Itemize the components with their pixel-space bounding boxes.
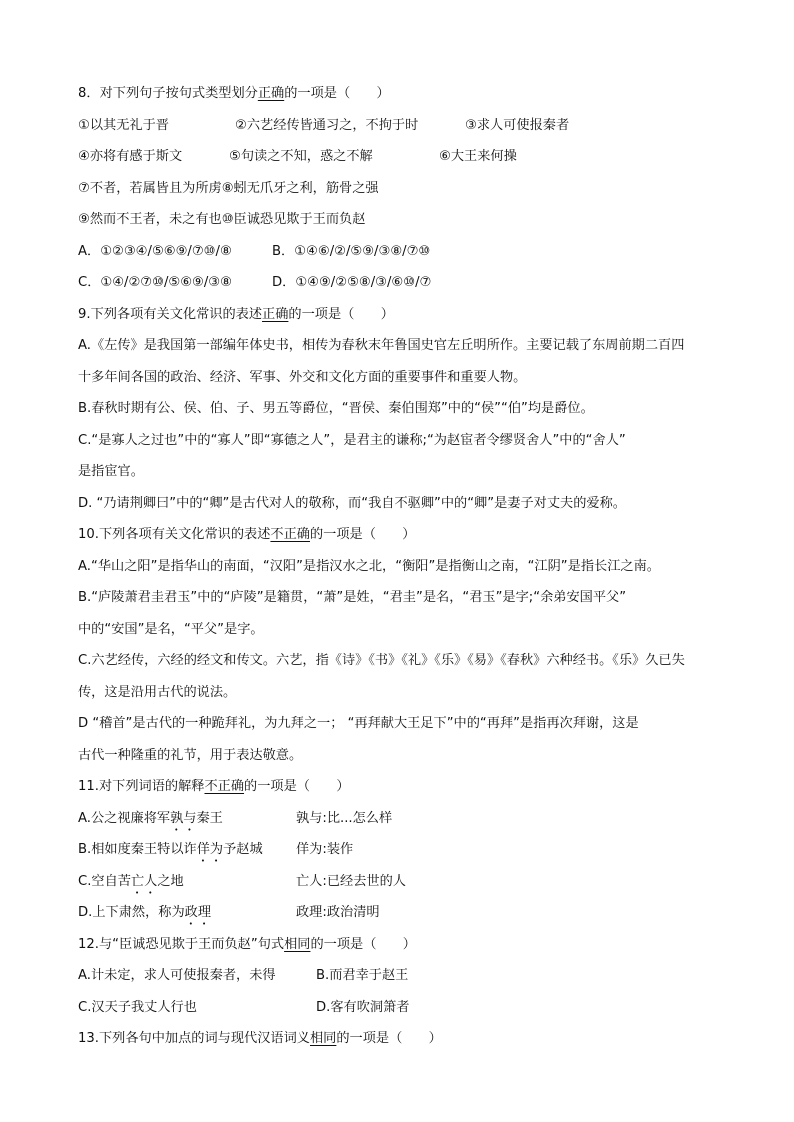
- q8-stem-keyword: 正确: [257, 86, 285, 101]
- q11-stem: [78, 771, 728, 803]
- q8-sentence-6: ⑥大王来何操: [439, 149, 517, 164]
- q8-sentence-5: ⑤句读之不知，惑之不解: [229, 149, 373, 164]
- q9-option-c-line-1: C.“是寡人之过也”中的“寡人”即“寡德之人”，是君主的谦称;“为赵宦者令缪贤舍人”中的“舍人”: [78, 432, 626, 448]
- q8-sentences-row-3: [78, 173, 728, 205]
- q8-sentences-row-1: [78, 110, 728, 142]
- q11-c-dotted-word: 亡人: [130, 873, 158, 889]
- q11-option-a[interactable]: [78, 803, 728, 835]
- q10-stem-text: 10.下列各项有关文化常识的表述: [78, 527, 271, 542]
- q12-options-row-2: [78, 992, 728, 1024]
- q9-option-d[interactable]: D. “乃请荆卿曰”中的“卿”是古代对人的敬称，而“我自不驱卿”中的“卿”是妻子对丈夫的爱称。: [78, 495, 626, 511]
- q9-option-c-line-2: 是指宦官。: [78, 464, 144, 479]
- q11-a-explanation: 孰与:比...怎么样: [296, 810, 393, 826]
- q11-stem-answer-blank: 的一项是（ ）: [244, 779, 350, 794]
- q9-option-a-line-2: 十多年间各国的政治、经济、军事、外交和文化方面的重要事件和重要人物。: [78, 369, 527, 385]
- q10-stem-answer-blank: 的一项是（ ）: [309, 527, 416, 542]
- q8-option-a[interactable]: A．①②③④/⑤⑥⑨/⑦⑩/⑧: [78, 243, 232, 259]
- q8-sentence-4: ④亦将有感于斯文: [78, 149, 183, 164]
- q11-d-explanation: 政理:政治清明: [296, 905, 380, 920]
- q8-sentence-8: ⑧蚓无爪牙之利，筋骨之强: [221, 180, 379, 196]
- q11-b-sentence-end: 予赵城: [223, 842, 263, 857]
- q8-sentence-10: ⑩臣诚恐见欺于王而负赵: [221, 212, 366, 227]
- q8-sentence-7: ⑦不者，若属皆且为所虏: [78, 180, 222, 196]
- q10-stem: [78, 519, 728, 551]
- q11-option-b[interactable]: [78, 834, 728, 866]
- q10-stem-keyword: 不正确: [270, 527, 310, 542]
- q8-sentences-row-4: [78, 204, 728, 236]
- q10-option-d[interactable]: [78, 708, 728, 771]
- q11-b-explanation: 佯为:装作: [296, 842, 354, 857]
- q13-stem: [78, 1023, 728, 1055]
- q11-c-sentence-end: 之地: [157, 873, 184, 889]
- q11-d-dotted-word: 政理: [184, 905, 212, 920]
- q8-stem-answer-blank: 的一项是（ ）: [284, 86, 390, 101]
- q13-stem-text: 13.下列各句中加点的词与现代汉语词义: [78, 1031, 310, 1046]
- q12-stem: [78, 929, 728, 961]
- q10-option-a[interactable]: A.“华山之阳”是指华山的南面，“汉阳”是指汉水之北，“衡阳”是指衡山之南，“江阴”是指长江之南。: [78, 558, 660, 574]
- q12-stem-text: 12.与“臣诚恐见欺于王而负赵”句式: [78, 936, 285, 952]
- q8-sentences-row-2: [78, 141, 728, 173]
- q11-option-d[interactable]: [78, 897, 728, 929]
- q9-stem-answer-blank: 的一项是（ ）: [288, 306, 394, 322]
- q12-option-c[interactable]: C.汉天子我丈人行也: [78, 999, 197, 1015]
- q11-c-explanation: 亡人:已经去世的人: [296, 873, 406, 889]
- q8-sentence-2: ②六艺经传皆通习之，不拘于时: [235, 117, 419, 133]
- q12-stem-keyword: 相同: [284, 936, 311, 952]
- q11-c-sentence: C.空自苦: [78, 873, 131, 889]
- q10-option-b-line-1: B.“庐陵萧君圭君玉”中的“庐陵”是籍贯，“萧”是姓，“君圭”是名，“君玉”是字;“余弟安国平父”: [78, 590, 627, 605]
- q8-stem: [78, 78, 728, 110]
- q8-option-c[interactable]: C．①④/②⑦⑩/⑤⑥⑨/③⑧: [78, 275, 232, 290]
- q9-stem: [78, 299, 728, 331]
- q13-stem-answer-blank: 的一项是（ ）: [336, 1031, 442, 1046]
- q10-option-d-line-2: 古代一种隆重的礼节，用于表达敬意。: [78, 747, 303, 763]
- q11-d-sentence: D.上下肃然，称为: [78, 905, 185, 920]
- q11-b-sentence: B.相如度秦王特以诈: [78, 842, 197, 857]
- q8-stem-text: 8．对下列句子按句式类型划分: [78, 86, 258, 101]
- q11-b-dotted-word: 佯为: [196, 842, 224, 857]
- q12-option-a[interactable]: A.计未定，求人可使报秦者，未得: [78, 968, 276, 983]
- q8-options-row-2: [78, 267, 728, 299]
- q11-a-sentence-end: 秦王: [196, 810, 223, 826]
- q9-option-a-line-1: A.《左传》是我国第一部编年体史书，相传为春秋末年鲁国史官左丘明所作。主要记载了东周前期二百四: [78, 338, 685, 353]
- q12-option-d[interactable]: D.客有吹洞箫者: [316, 999, 410, 1015]
- q8-sentence-3: ③求人可使报秦者: [465, 117, 570, 133]
- q10-option-c[interactable]: [78, 645, 728, 708]
- q10-option-c-line-1: C.六艺经传，六经的经文和传文。六艺，指《诗》《书》《礼》《乐》《易》《春秋》六种经书。《乐》久已失: [78, 653, 685, 668]
- q8-sentence-1: ①以其无礼于晋: [78, 117, 169, 133]
- q9-option-a[interactable]: [78, 330, 728, 393]
- q8-sentence-9: ⑨然而不王者，未之有也: [78, 212, 222, 227]
- q8-option-d[interactable]: D．①④⑨/②⑤⑧/③/⑥⑩/⑦: [272, 275, 432, 290]
- q10-option-c-line-2: 传，这是沿用古代的说法。: [78, 684, 237, 700]
- q10-option-b-line-2: 中的“安国”是名，“平父”是字。: [78, 621, 264, 637]
- q9-stem-text: 9.下列各项有关文化常识的表述: [78, 306, 263, 322]
- q9-option-c[interactable]: [78, 425, 728, 488]
- q8-option-b[interactable]: B．①④⑥/②/⑤⑨/③⑧/⑦⑩: [272, 243, 431, 259]
- q11-stem-keyword: 不正确: [204, 779, 245, 794]
- q8-options-row-1: [78, 236, 728, 268]
- q12-option-b[interactable]: B.而君幸于赵王: [316, 968, 409, 983]
- q11-stem-text: 11.对下列词语的解释: [78, 779, 205, 794]
- q13-stem-keyword: 相同: [309, 1031, 337, 1046]
- q11-a-sentence: A.公之视廉将军: [78, 810, 171, 826]
- q10-option-d-line-1: D “稽首”是古代的一种跪拜礼，为九拜之一； “再拜献大王足下”中的“再拜”是指再次拜谢，这是: [78, 716, 639, 731]
- q10-option-b[interactable]: [78, 582, 728, 645]
- exam-page: [78, 78, 728, 1055]
- q9-stem-keyword: 正确: [262, 306, 289, 322]
- q12-options-row-1: [78, 960, 728, 992]
- q12-stem-answer-blank: 的一项是（ ）: [310, 936, 416, 952]
- q11-option-c[interactable]: [78, 866, 728, 898]
- q11-a-dotted-word: 孰与: [170, 810, 197, 826]
- q9-option-b[interactable]: B.春秋时期有公、侯、伯、子、男五等爵位，“晋侯、秦伯围郑”中的“侯”“伯”均是爵位。: [78, 401, 594, 416]
